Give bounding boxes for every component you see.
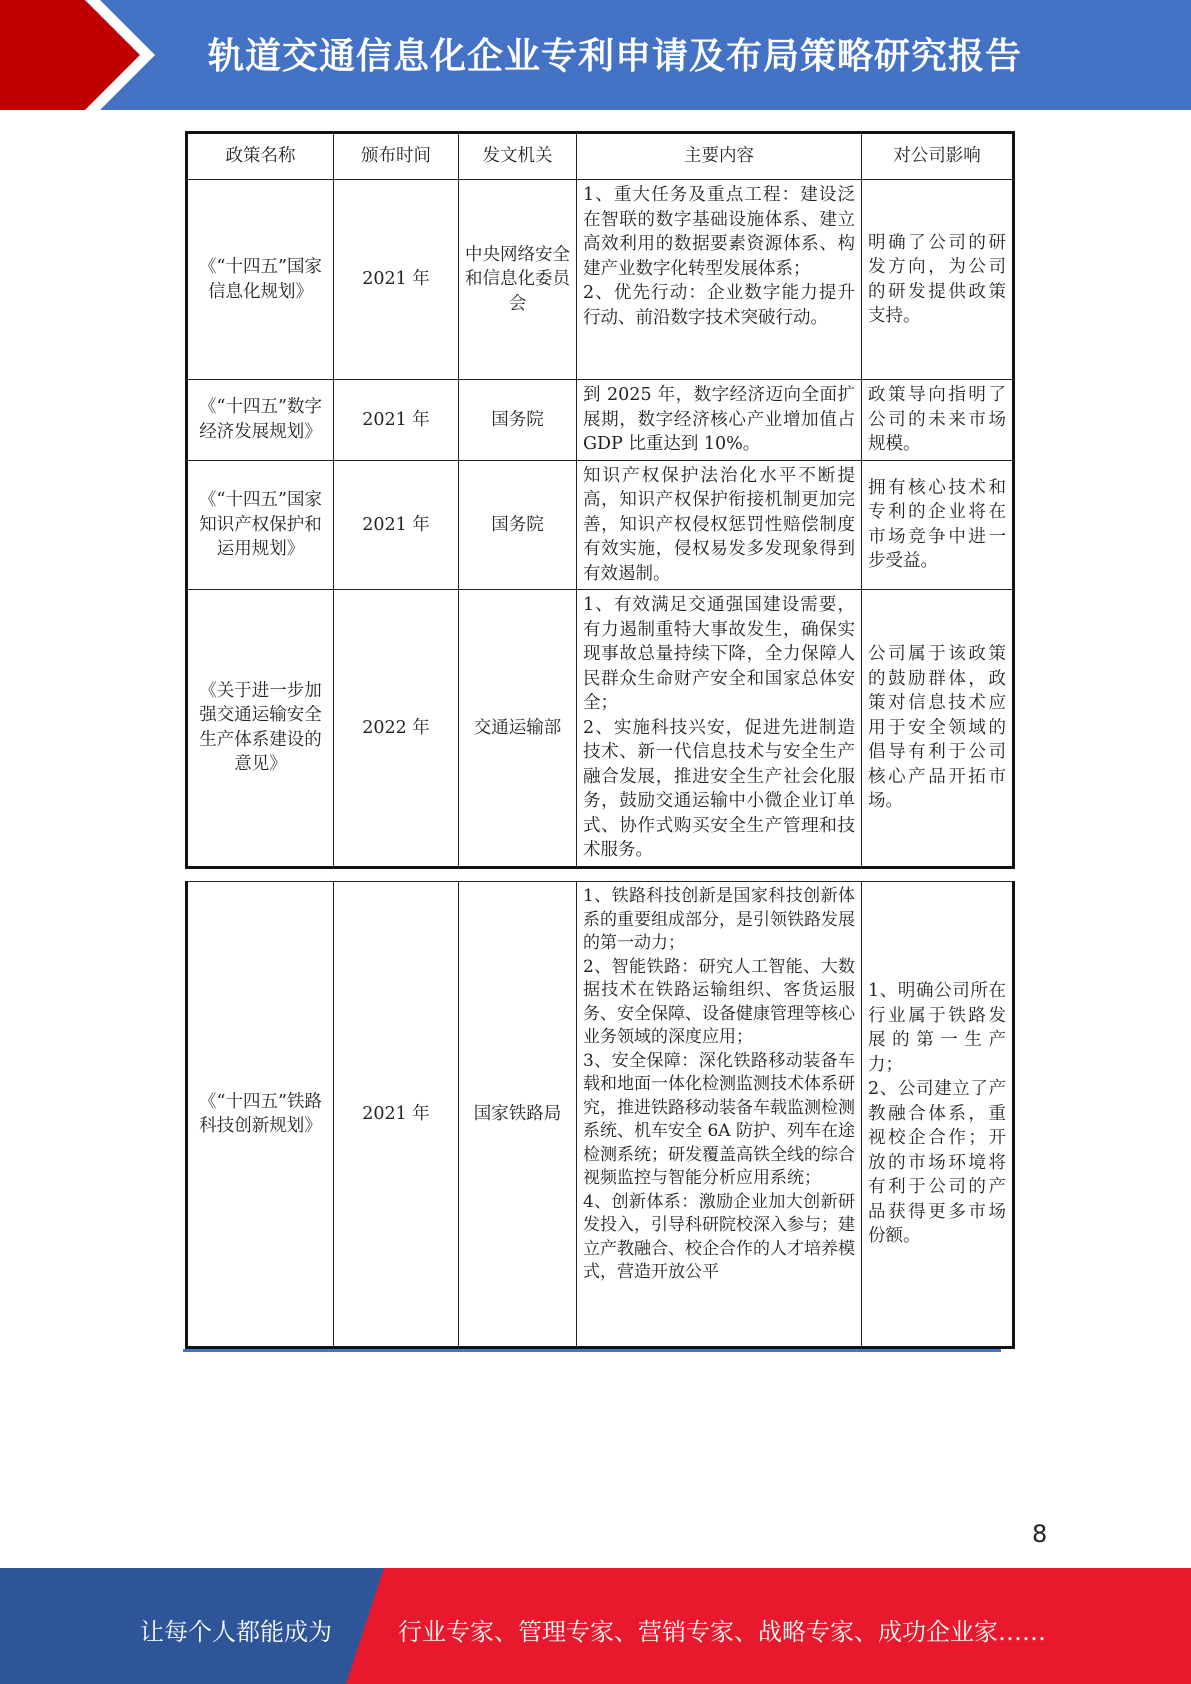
policy-issuer-cell: 国务院 <box>459 380 577 461</box>
policy-content-cell: 1、铁路科技创新是国家科技创新体系的重要组成部分，是引领铁路发展的第一动力； 2、智能铁路：研究人工智能、大数据技术在铁路运输组织、客货运服务、安全保障、设备健康管理等核心业务领域的深度应用； 3、安全保障：深化铁路移动装备车载和地面一体化检测监测技术体系研究，推进铁路移动装备车载监测检测系统、机车安全 6A 防护、列车在途检测系统；研发覆盖高铁全线的综合视频监控与智能分析应用系统； 4、创新体系：激励企业加大创新研发投入，引导科研院校深入参与；建立产教融合、校企合作的人才培养模式，营造开放公平 <box>577 882 862 1348</box>
policy-name-cell: 《关于进一步加强交通运输安全生产体系建设的意见》 <box>187 590 334 868</box>
policy-content-cell: 1、有效满足交通强国建设需要，有力遏制重特大事故发生，确保实现事故总量持续下降，全力保障人民群众生命财产安全和国家总体安全； 2、实施科技兴安，促进先进制造技术、新一代信息技术与安全生产融合发展，推进安全生产社会化服务，鼓励交通运输中小微企业订单式、协作式购买安全生产管理和技术服务。 <box>577 590 862 868</box>
policy-date-cell: 2021 年 <box>334 460 459 590</box>
table-header-row <box>187 133 1014 180</box>
header-title: 轨道交通信息化企业专利申请及布局策略研究报告 <box>208 36 1023 77</box>
policy-date-cell: 2021 年 <box>334 380 459 461</box>
column-header-name: 政策名称 <box>187 133 334 180</box>
policy-name-cell: 《“十四五”数字经济发展规划》 <box>187 380 334 461</box>
policy-content-cell: 知识产权保护法治化水平不断提高，知识产权保护衔接机制更加完善，知识产权侵权惩罚性赔偿制度有效实施，侵权易发多发现象得到有效遏制。 <box>577 460 862 590</box>
policy-content-cell: 1、重大任务及重点工程：建设泛在智联的数字基础设施体系、建立高效利用的数据要素资源体系、构建产业数字化转型发展体系； 2、优先行动：企业数字能力提升行动、前沿数字技术突破行动。 <box>577 180 862 380</box>
table-row <box>187 882 1014 1348</box>
policy-issuer-cell: 交通运输部 <box>459 590 577 868</box>
policy-impact-cell: 公司属于该政策的鼓励群体，政策对信息技术应用于安全领域的倡导有利于公司核心产品开拓市场。 <box>862 590 1014 868</box>
policy-impact-cell: 1、明确公司所在行业属于铁路发展的第一生产力； 2、公司建立了产教融合体系，重视校企合作；开放的市场环境将有利于公司的产品获得更多市场份额。 <box>862 882 1014 1348</box>
page-footer <box>0 1568 1191 1684</box>
table-bottom-rule <box>183 1349 1001 1352</box>
policy-impact-cell: 明确了公司的研发方向，为公司的研发提供政策支持。 <box>862 180 1014 380</box>
policy-issuer-cell: 中央网络安全和信息化委员会 <box>459 180 577 380</box>
policy-name-cell: 《“十四五”国家知识产权保护和运用规划》 <box>187 460 334 590</box>
column-header-content: 主要内容 <box>577 133 862 180</box>
column-header-impact: 对公司影响 <box>862 133 1014 180</box>
policy-name-cell: 《“十四五”国家信息化规划》 <box>187 180 334 380</box>
policy-table <box>185 131 1015 869</box>
policy-content-cell: 到 2025 年，数字经济迈向全面扩展期，数字经济核心产业增加值占 GDP 比重达到 10%。 <box>577 380 862 461</box>
policy-impact-cell: 政策导向指明了公司的未来市场规模。 <box>862 380 1014 461</box>
footer-slogan-right: 行业专家、管理专家、营销专家、战略专家、成功企业家…… <box>398 1618 1046 1646</box>
header-red-chevron <box>0 0 140 110</box>
table-row <box>187 590 1014 868</box>
policy-issuer-cell: 国务院 <box>459 460 577 590</box>
policy-impact-cell: 拥有核心技术和专利的企业将在市场竞争中进一步受益。 <box>862 460 1014 590</box>
table-row <box>187 460 1014 590</box>
policy-date-cell: 2022 年 <box>334 590 459 868</box>
table-row <box>187 180 1014 380</box>
table-row <box>187 380 1014 461</box>
column-header-issuer: 发文机关 <box>459 133 577 180</box>
policy-date-cell: 2021 年 <box>334 882 459 1348</box>
footer-slogan-left: 让每个人都能成为 <box>140 1618 332 1646</box>
page-number: 8 <box>1032 1520 1048 1548</box>
page-header <box>0 0 1191 110</box>
policy-name-cell: 《“十四五”铁路科技创新规划》 <box>187 882 334 1348</box>
policy-date-cell: 2021 年 <box>334 180 459 380</box>
policy-issuer-cell: 国家铁路局 <box>459 882 577 1348</box>
policy-table-continued <box>185 881 1015 1349</box>
column-header-date: 颁布时间 <box>334 133 459 180</box>
